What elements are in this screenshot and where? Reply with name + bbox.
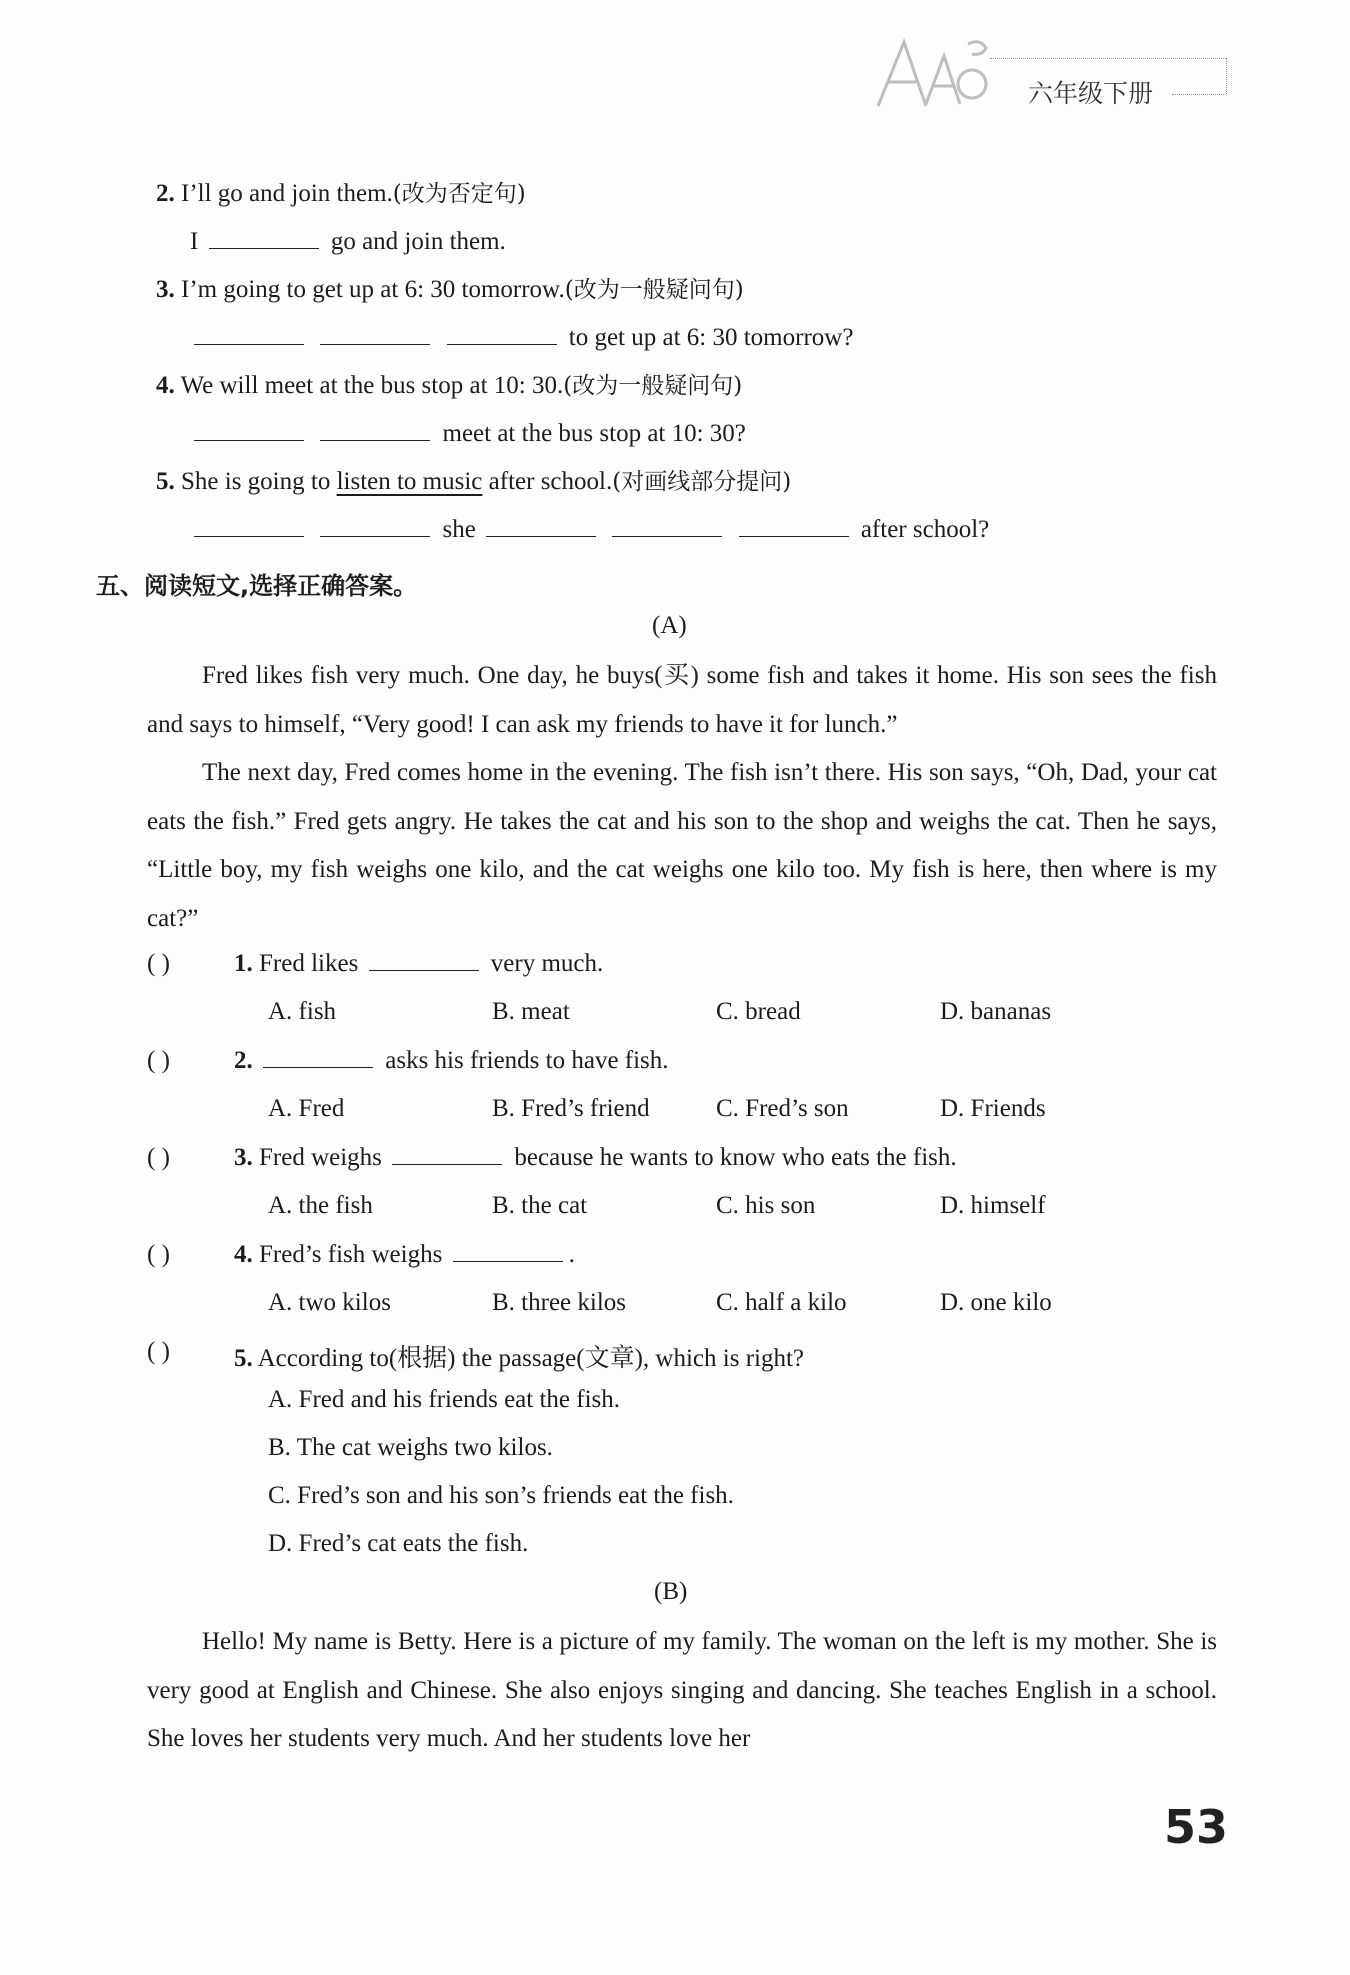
question-stem <box>234 1047 669 1075</box>
option-d[interactable]: D. bananas <box>940 998 1052 1025</box>
answer-bracket[interactable]: ( ) <box>147 950 170 977</box>
exercise-instruction: (对画线部分提问) <box>612 469 792 495</box>
answer-suffix: after school? <box>860 516 990 543</box>
answer-blank[interactable] <box>194 324 304 345</box>
option-c[interactable]: C. bread <box>716 998 801 1025</box>
question-number: 4. <box>234 1241 253 1268</box>
exercise-instruction: (改为否定句) <box>392 181 526 207</box>
answer-suffix: meet at the bus stop at 10: 30? <box>442 420 746 447</box>
option-a[interactable]: A. two kilos <box>268 1289 391 1316</box>
passage-b-paragraph-1: Hello! My name is Betty. Here is a picture of my family. The woman on the left is my mother. She is very good at English and Chinese. She also enjoys singing and dancing. She teaches English in a school. She loves her students very much. And her students love her <box>147 1628 1217 1752</box>
option-a[interactable]: A. the fish <box>268 1192 373 1219</box>
exercise-sentence: I’ll go and join them. <box>181 180 393 207</box>
option-d[interactable]: D. himself <box>940 1192 1046 1219</box>
passage-a-paragraph-2: The next day, Fred comes home in the evening. The fish isn’t there. His son says, “Oh, Dad, your cat eats the fish.” Fred gets angry. He takes the cat and his son to the shop and weighs the cat. Then he says, “Little boy, my fish weighs one kilo, and the cat weighs one kilo too. My fish is here, then where is my cat?” <box>147 759 1217 932</box>
exercise-sentence-start: She is going to <box>181 468 331 495</box>
grade-label: 六年级下册 <box>1028 79 1154 108</box>
option-d[interactable]: D. Fred’s cat eats the fish. <box>268 1530 529 1557</box>
answer-blank[interactable] <box>612 516 722 537</box>
question-text-end: very much. <box>490 950 604 977</box>
answer-blank[interactable] <box>486 516 596 537</box>
exercise-5 <box>156 466 791 498</box>
question-stem <box>234 1338 804 1374</box>
answer-middle: she <box>442 516 476 543</box>
header-rule-bottom <box>1172 94 1226 95</box>
header-rule-corner <box>1226 58 1227 94</box>
question-number: 3. <box>234 1144 253 1171</box>
underlined-phrase: listen to music <box>336 468 483 495</box>
answer-suffix: go and join them. <box>330 228 506 255</box>
question-number: 2. <box>234 1047 253 1074</box>
exercise-number: 3. <box>156 276 175 303</box>
option-b[interactable]: B. meat <box>492 998 570 1025</box>
question-blank <box>263 1047 373 1068</box>
exercise-sentence: We will meet at the bus stop at 10: 30. <box>180 372 564 399</box>
option-b[interactable]: B. Fred’s friend <box>492 1095 650 1122</box>
option-c[interactable]: C. Fred’s son and his son’s friends eat the fish. <box>268 1482 734 1509</box>
question-text-start: Fred likes <box>259 950 359 977</box>
question-text: According to(根据) the passage(文章), which is right? <box>257 1345 805 1372</box>
answer-prefix: I <box>190 228 199 255</box>
exercise-sentence: I’m going to get up at 6: 30 tomorrow. <box>181 276 565 303</box>
question-blank <box>392 1144 502 1165</box>
answer-line-5 <box>190 514 989 546</box>
option-c[interactable]: C. half a kilo <box>716 1289 847 1316</box>
answer-bracket[interactable]: ( ) <box>147 1241 170 1268</box>
answer-line-2 <box>190 226 506 258</box>
exercise-number: 2. <box>156 180 175 207</box>
passage-a-paragraph-1: Fred likes fish very much. One day, he buys(买) some fish and takes it home. His son sees the fish and says to himself, “Very good! I can ask my friends to have it for lunch.” <box>147 662 1217 738</box>
answer-blank[interactable] <box>194 516 304 537</box>
header-rule <box>990 58 1226 59</box>
option-a[interactable]: A. Fred and his friends eat the fish. <box>268 1386 621 1413</box>
question-number: 5. <box>234 1345 253 1372</box>
option-b[interactable]: B. The cat weighs two kilos. <box>268 1434 553 1461</box>
passage-b <box>147 1618 1217 1764</box>
answer-blank[interactable] <box>320 324 430 345</box>
option-c[interactable]: C. Fred’s son <box>716 1095 849 1122</box>
option-c[interactable]: C. his son <box>716 1192 816 1219</box>
option-b[interactable]: B. the cat <box>492 1192 588 1219</box>
passage-a-label: (A) <box>652 612 687 639</box>
option-d[interactable]: D. one kilo <box>940 1289 1052 1316</box>
answer-suffix: to get up at 6: 30 tomorrow? <box>568 324 854 351</box>
question-number: 1. <box>234 950 253 977</box>
option-a[interactable]: A. fish <box>268 998 337 1025</box>
question-text-end: because he wants to know who eats the fish. <box>514 1144 957 1171</box>
answer-bracket[interactable]: ( ) <box>147 1144 170 1171</box>
exercise-2 <box>156 178 526 210</box>
answer-blank[interactable] <box>739 516 849 537</box>
answer-line-4 <box>190 418 746 450</box>
answer-blank[interactable] <box>209 228 319 249</box>
exercise-sentence-end: after school. <box>488 468 613 495</box>
question-stem <box>234 950 603 978</box>
answer-blank[interactable] <box>320 420 430 441</box>
exercise-instruction: (改为一般疑问句) <box>563 373 743 399</box>
question-text-end: . <box>568 1241 575 1268</box>
answer-bracket[interactable]: ( ) <box>147 1047 170 1074</box>
answer-blank[interactable] <box>447 324 557 345</box>
option-b[interactable]: B. three kilos <box>492 1289 627 1316</box>
section-title: 五、阅读短文,选择正确答案。 <box>96 572 418 600</box>
exercise-number: 4. <box>156 372 175 399</box>
answer-blank[interactable] <box>320 516 430 537</box>
passage-b-label: (B) <box>654 1578 688 1605</box>
question-blank <box>369 950 479 971</box>
exercise-4 <box>156 370 742 402</box>
exercise-number: 5. <box>156 468 175 495</box>
answer-bracket[interactable]: ( ) <box>147 1338 170 1365</box>
question-text-start: Fred weighs <box>259 1144 382 1171</box>
answer-blank[interactable] <box>194 420 304 441</box>
option-d[interactable]: D. Friends <box>940 1095 1046 1122</box>
answer-line-3 <box>190 322 853 354</box>
exercise-instruction: (改为一般疑问句) <box>564 277 744 303</box>
page-number: 53 <box>1164 1800 1229 1854</box>
option-a[interactable]: A. Fred <box>268 1095 345 1122</box>
a-plus-logo-icon <box>868 34 998 114</box>
question-text-end: asks his friends to have fish. <box>385 1047 669 1074</box>
exercise-3 <box>156 274 744 306</box>
question-blank <box>453 1241 563 1262</box>
passage-a <box>147 652 1217 943</box>
question-stem <box>234 1144 957 1172</box>
question-stem <box>234 1241 575 1269</box>
question-text-start: Fred’s fish weighs <box>259 1241 443 1268</box>
